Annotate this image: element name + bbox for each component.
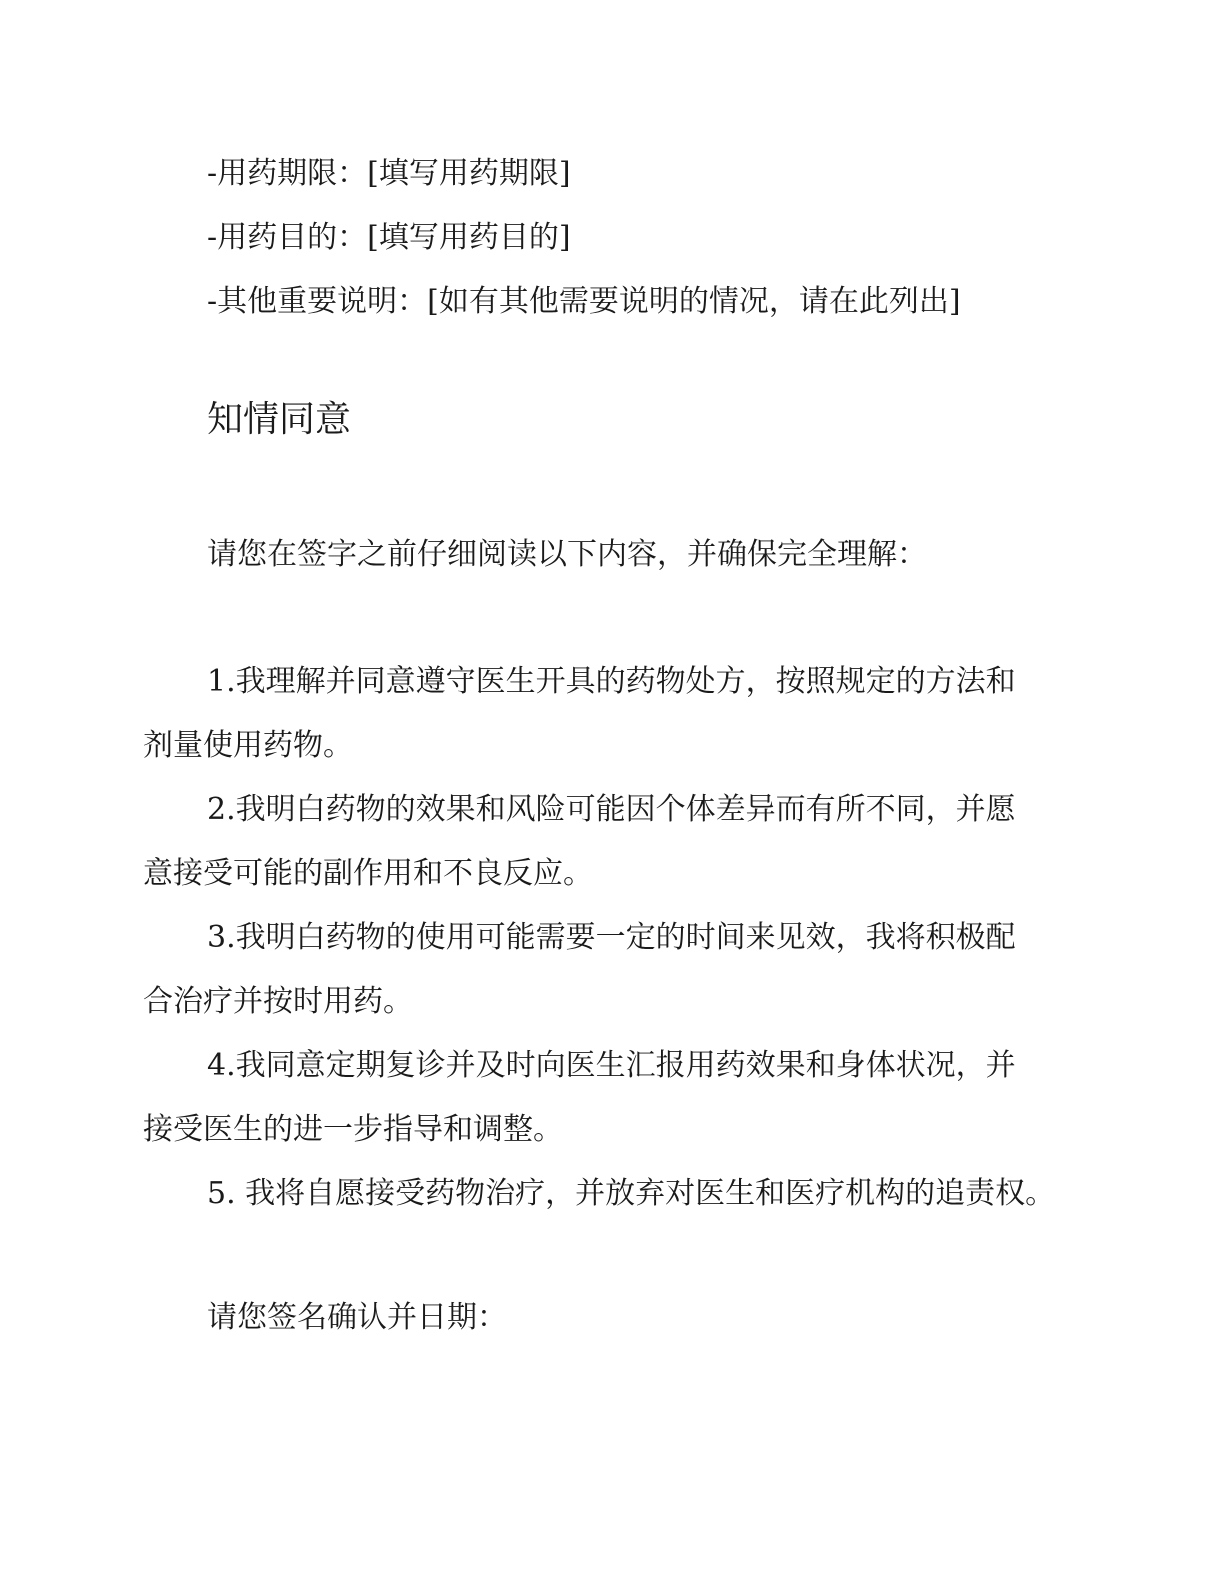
duration-line: -用药期限：[填写用药期限] [207, 156, 571, 191]
signature-prompt: 请您签名确认并日期： [207, 1300, 507, 1335]
other-notes-line: -其他重要说明：[如有其他需要说明的情况，请在此列出] [207, 284, 961, 319]
consent-item-4-line-1: 4.我同意定期复诊并及时向医生汇报用药效果和身体状况，并 [207, 1048, 1016, 1083]
consent-item-5-line-1: 5. 我将自愿接受药物治疗，并放弃对医生和医疗机构的追责权。 [207, 1176, 1056, 1211]
consent-item-2-line-1: 2.我明白药物的效果和风险可能因个体差异而有所不同，并愿 [207, 792, 1016, 827]
consent-intro: 请您在签字之前仔细阅读以下内容，并确保完全理解： [207, 537, 927, 572]
consent-item-1-line-1: 1.我理解并同意遵守医生开具的药物处方，按照规定的方法和 [207, 664, 1016, 699]
consent-item-1-line-2: 剂量使用药物。 [143, 728, 353, 763]
consent-item-3-line-1: 3.我明白药物的使用可能需要一定的时间来见效，我将积极配 [207, 920, 1016, 955]
consent-item-2-line-2: 意接受可能的副作用和不良反应。 [143, 856, 593, 891]
section-heading: 知情同意 [207, 399, 352, 440]
consent-item-3-line-2: 合治疗并按时用药。 [143, 984, 413, 1019]
purpose-line: -用药目的：[填写用药目的] [207, 220, 571, 255]
consent-item-4-line-2: 接受医生的进一步指导和调整。 [143, 1112, 563, 1147]
